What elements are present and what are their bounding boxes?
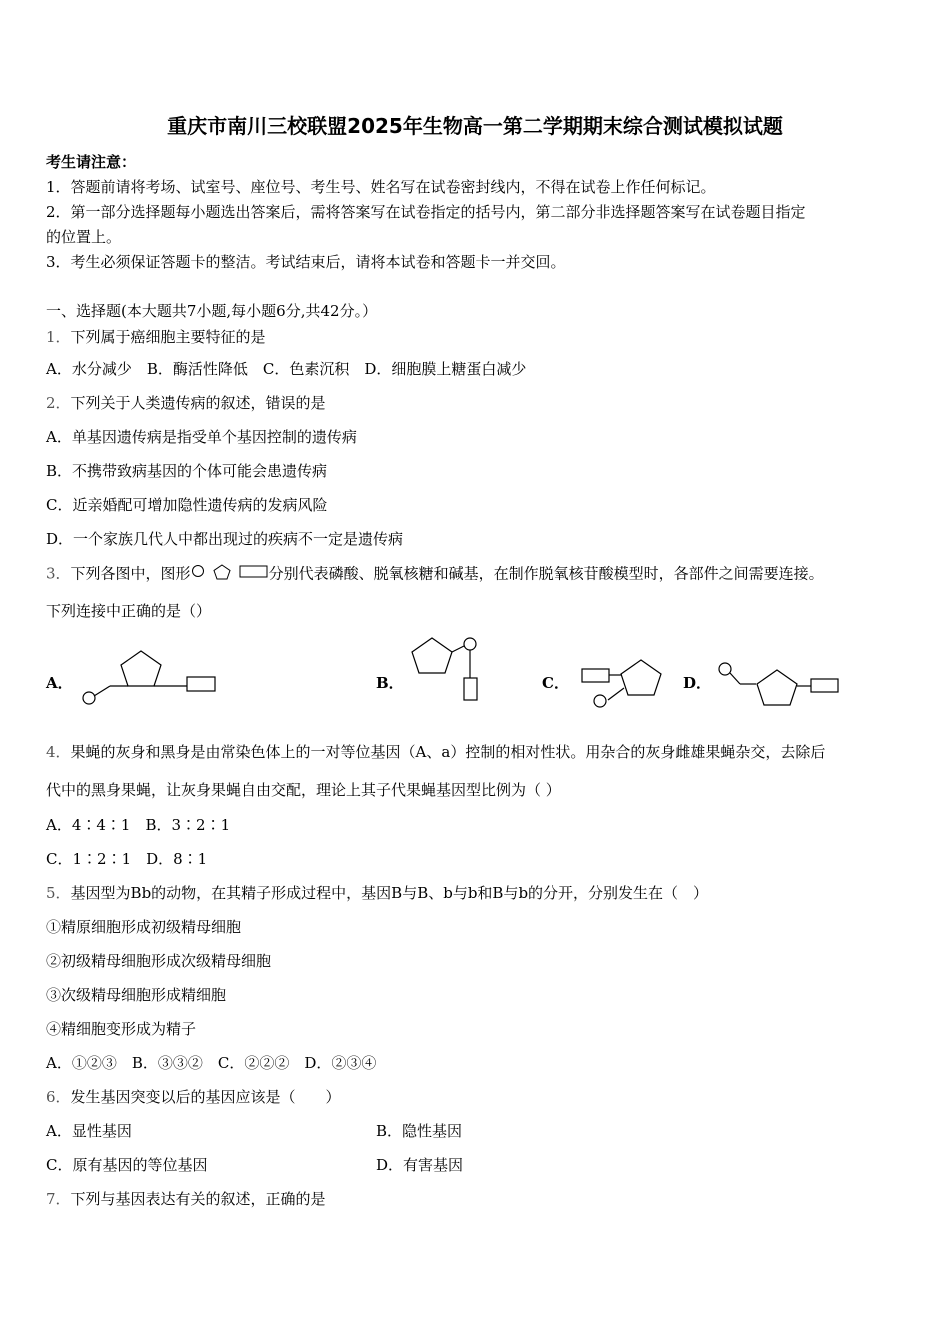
question-5 [46,883,708,903]
option-c-label: C． [542,674,569,692]
rectangle-icon [240,566,267,577]
option-d: D．一个家族几代人中都出现过的疾病不一定是遗传病 [46,530,404,548]
option-c-figure [578,652,668,712]
question-4-options-2: C．1∶2∶1 D．8∶1 [46,850,208,868]
pentagon-icon [412,638,452,673]
option-c: C．近亲婚配可增加隐性遗传病的发病风险 [46,496,328,514]
question-stem: 基因型为Bb的动物，在其精子形成过程中，基因B与B、b与b和B与b的分开，分别发生在（ ） [70,884,709,902]
question-number: 4． [46,743,71,761]
notice-item-2-cont: 的位置上。 [46,228,122,246]
option-a-label: A． [46,674,73,692]
page-title: 重庆市南川三校联盟2025年生物高一第二学期期末综合测试模拟试题 [167,114,783,138]
question-7 [46,1189,326,1209]
question-stem: 下列与基因表达有关的叙述，正确的是 [70,1190,326,1208]
base-rectangle-icon [187,677,215,691]
option-a: A．单基因遗传病是指受单个基因控制的遗传病 [46,428,357,446]
section-heading: 一、选择题(本大题共7小题,每小题6分,共42分。） [46,302,378,320]
question-number: 6． [46,1088,71,1106]
option-b-figure [404,632,494,707]
question-stem-post: 分别代表磷酸、脱氧核糖和碱基，在制作脱氧核苷酸模型时，各部件之间需要连接。 [268,564,824,583]
question-2 [46,393,326,413]
option-a: A．显性基因 [46,1122,132,1140]
base-rectangle-icon [464,678,477,700]
option-d-label: D． [683,674,712,692]
option-b: B．隐性基因 [376,1122,463,1140]
option-c: C．原有基因的等位基因 [46,1156,208,1174]
question-1 [46,327,266,347]
legend-shapes-figure [191,563,269,586]
statement-3: ③次级精母细胞形成精细胞 [46,986,227,1004]
pentagon-icon [621,660,661,695]
phosphate-circle-icon [594,695,606,707]
notice-item-1: 1．答题前请将考场、试室号、座位号、考生号、姓名写在试卷密封线内，不得在试卷上作任何标记。 [46,178,716,196]
phosphate-circle-icon [464,638,476,650]
phosphate-circle-icon [83,692,95,704]
question-number: 3． [46,564,71,583]
option-d: D．有害基因 [376,1156,464,1174]
option-a-figure [78,645,223,707]
question-number: 2． [46,394,71,412]
phosphate-circle-icon [192,566,203,577]
question-number: 1． [46,328,71,346]
question-5-options: A．①②③ B．③③② C．②②② D．②③④ [46,1054,377,1072]
notice-item-2: 2．第一部分选择题每小题选出答案后，需将答案写在试卷指定的括号内，第二部分非选择题答案写在试卷题目指定 [46,203,806,221]
question-stem: 下列关于人类遗传病的叙述，错误的是 [70,394,326,412]
question-number: 5． [46,884,71,902]
option-b-label: B． [376,674,404,692]
option-b: B．不携带致病基因的个体可能会患遗传病 [46,462,328,480]
question-stem: 下列属于癌细胞主要特征的是 [70,328,266,346]
phosphate-circle-icon [719,663,731,675]
base-rectangle-icon [582,669,609,682]
pentagon-icon [757,670,797,705]
question-number: 7． [46,1190,71,1208]
question-3 [46,563,824,586]
question-1-options: A．水分减少 B．酶活性降低 C．色素沉积 D．细胞膜上糖蛋白减少 [46,360,527,378]
statement-2: ②初级精母细胞形成次级精母细胞 [46,952,272,970]
pentagon-icon [214,565,230,579]
notice-heading: 考生请注意： [46,153,137,171]
statement-4: ④精细胞变形成为精子 [46,1020,197,1038]
pentagon-icon [121,651,161,686]
question-4-options-1: A．4∶4∶1 B．3∶2∶1 [46,816,231,834]
question-3-stem-2: 下列连接中正确的是（） [46,602,212,620]
notice-item-3: 3．考生必须保证答题卡的整洁。考试结束后，请将本试卷和答题卡一并交回。 [46,253,566,271]
base-rectangle-icon [811,679,838,692]
statement-1: ①精原细胞形成初级精母细胞 [46,918,242,936]
question-6 [46,1087,341,1107]
question-stem-pre: 下列各图中，图形 [70,564,191,583]
question-4 [46,742,825,762]
option-d-figure [714,658,844,713]
question-stem: 果蝇的灰身和黑身是由常染色体上的一对等位基因（A、a）控制的相对性状。用杂合的灰身雌雄果蝇杂交，去除后 [70,743,826,761]
question-stem: 发生基因突变以后的基因应该是（ ） [70,1088,341,1106]
question-4-stem-2: 代中的黑身果蝇，让灰身果蝇自由交配，理论上其子代果蝇基因型比例为（ ） [46,781,561,799]
